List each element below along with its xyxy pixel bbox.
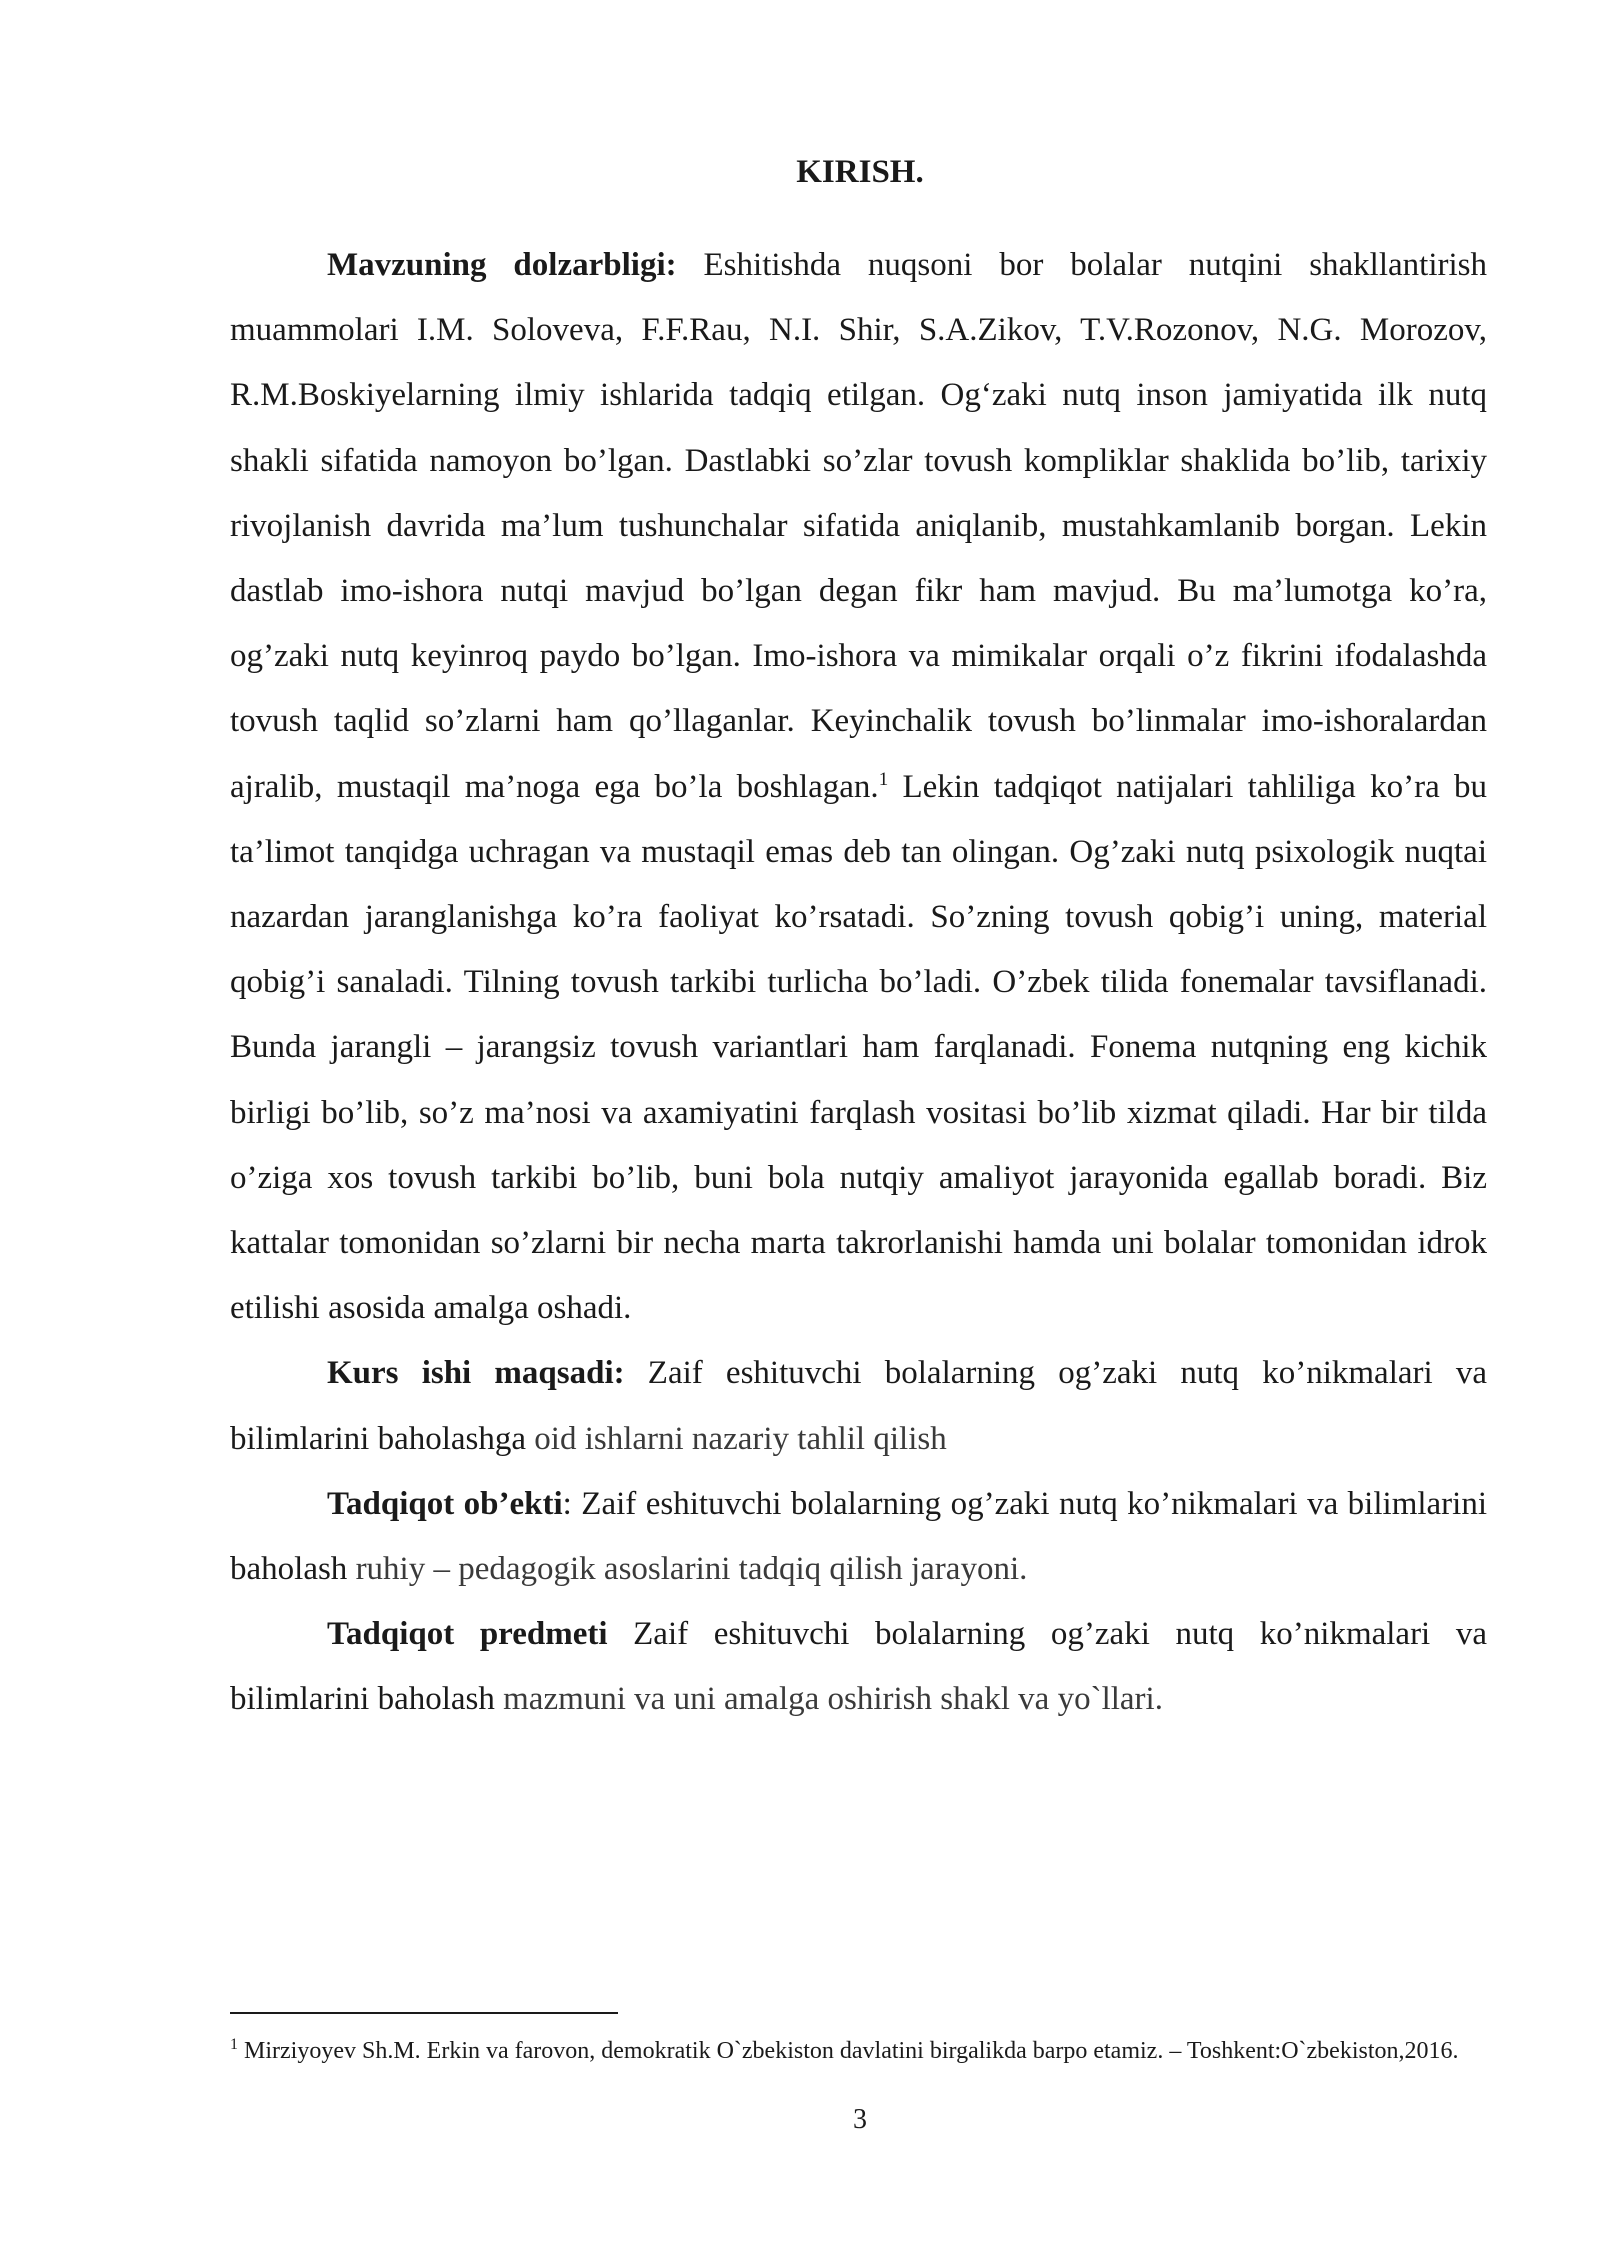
paragraph-text-soft: ruhiy – pedagogik asoslarini tadqiq qilish jarayoni. (355, 1551, 1028, 1588)
paragraph-label: Tadqiqot ob’ekti (327, 1485, 563, 1522)
paragraph-label: Kurs ishi maqsadi: (327, 1355, 625, 1392)
paragraph-subject (230, 1602, 1487, 1732)
footnote-reference[interactable]: 1 (878, 768, 889, 790)
paragraph-text-soft: mazmuni va uni amalga oshirish shakl va yo`llari. (503, 1681, 1163, 1718)
paragraph-object (230, 1472, 1487, 1602)
footnote-number: 1 (230, 2036, 238, 2053)
paragraph-text: : Zaif eshituvchi bolalarning og’zaki nutq ko’nikmalari va bilimlarini baholash (230, 1485, 1487, 1588)
paragraph-goal (230, 1341, 1487, 1471)
paragraph-text: Zaif eshituvchi bolalarning og’zaki nutq ko’nikmalari va bilimlarini baholash (230, 1616, 1487, 1718)
footnote-divider (230, 2012, 618, 2014)
paragraph-label: Mavzuning dolzarbligi: (327, 247, 677, 283)
page-title: KIRISH. (796, 154, 924, 190)
paragraph-text-soft: oid ishlarni nazariy tahlil qilish (534, 1420, 947, 1457)
footnote (230, 2036, 1487, 2066)
paragraph-text: Zaif eshituvchi bolalarning og’zaki nutq ko’nikmalari va bilimlarini baholashga (230, 1355, 1487, 1457)
paragraph-text-continued: Lekin tadqiqot natijalari tahliliga ko’ra bu ta’limot tanqidga uchragan va mustaqil emas deb tan olingan. Og’zaki nutq psixologik nuqtai nazardan jaranglanishga ko’ra faoliyat ko’rsatadi. So’zning tovush qobig’i uning, material qobig’i sanaladi. Tilning tovush tarkibi turlicha bo’ladi. O’zbek tilida fonemalar tavsiflanadi. Bunda jarangli – jarangsiz tovush variantlari ham farqlanadi. Fonema nutqning eng kichik birligi bo’lib, so’z ma’nosi va axamiyatini farqlash vositasi bo’lib xizmat qiladi. Har bir tilda o’ziga xos tovush tarkibi bo’lib, buni bola nutqiy amaliyot jarayonida egallab boradi. Biz kattalar tomonidan so’zlarni bir necha marta takrorlanishi hamda uni bolalar tomonidan idrok etilishi asosida amalga oshadi. (230, 768, 1487, 1327)
page-number: 3 (853, 2104, 867, 2135)
footnote-text: Mirziyoyev Sh.M. Erkin va farovon, demokratik O`zbekiston davlatini birgalikda barpo etamiz. – Toshkent:O`zbekiston,2016. (238, 2038, 1459, 2064)
paragraph-label: Tadqiqot predmeti (327, 1616, 608, 1653)
body-text (230, 233, 1487, 1733)
paragraph-relevance (230, 233, 1487, 1341)
paragraph-text: Eshitishda nuqsoni bor bolalar nutqini shakllantirish muammolari I.M. Soloveva, F.F.Rau, N.I. Shir, S.A.Zikov, T.V.Rozonov, N.G. Morozov, R.M.Boskiyelarning ilmiy ishlarida tadqiq etilgan. Og‘zaki nutq inson jamiyatida ilk nutq shakli sifatida namoyon bo’lgan. Dastlabki so’zlar tovush kompliklar shaklida bo’lib, tarixiy rivojlanish davrida ma’lum tushunchalar sifatida aniqlanib, mustahkamlanib borgan. Lekin dastlab imo-ishora nutqi mavjud bo’lgan degan fikr ham mavjud. Bu ma’lumotga ko’ra, og’zaki nutq keyinroq paydo bo’lgan. Imo-ishora va mimikalar orqali o’z fikrini ifodalashda tovush taqlid so’zlarni ham qo’llaganlar. Keyinchalik tovush bo’linmalar imo-ishoralardan ajralib, mustaqil ma’noga ega bo’la boshlagan. (230, 247, 1488, 805)
